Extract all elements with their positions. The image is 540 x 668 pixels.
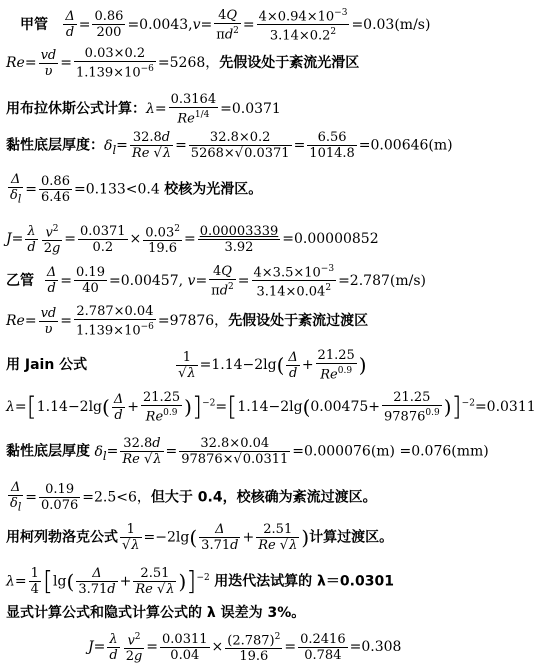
- colebrook-label: 用柯列勃洛克公式: [6, 529, 118, 546]
- blasius-label: 用布拉休斯公式计算：: [6, 101, 146, 118]
- yi-sublayer-label: 黏性底层厚度: [6, 443, 90, 460]
- jia-assumption: 先假设处于紊流光滑区: [219, 55, 360, 72]
- yi-assumption: 先假设处于紊流过渡区: [228, 313, 369, 330]
- lambda-explicit-line: λ=[1.14−2lg( $\frac{\Delta}{d}$ + $\frac{21.25}{Re^{0.9}}$ )]$^{-2}$=[1.14−2lg(0.00475+ $\frac{21.25}{97876^{0.9}}$ )]$^{-2}$=0.0311: [6, 390, 536, 425]
- yi-sublayer-line: 黏性底层厚度 $\delta_l=$ $\frac{32.8d}{Re √\lambda}$ = $\frac{32.8\times 0.04}{97876\times√0.0311}$ =0.000076(m) =0.076(mm): [6, 436, 489, 467]
- error-label: 显式计算公式和隐式计算公式的 λ 误差为 3%。: [6, 605, 306, 621]
- yi-j-line: J= $\frac{\lambda}{d}$ $\frac{v^2}{2g}$ = $\frac{0.0311}{0.04}$ × $\frac{(2.787)^2}{19.6}$ = $\frac{0.2416}{0.784}$ =0.308: [88, 631, 402, 665]
- jia-reynolds-line: Re= $\frac{vd}{\upsilon}$ = $\frac{0.03\times 0.2}{1.139\times 10^{-6}}$ =5268，先假设处于紊流光滑区: [6, 46, 360, 81]
- yi-check-label: 但大于 0.4，校核确为紊流过渡区。: [150, 489, 377, 506]
- colebrook-line: 用柯列勃洛克公式 $\frac{1}{√\lambda}$ =−2lg( $\frac{\Delta}{3.71d}$ + $\frac{2.51}{Re √\lambda}$ )计算过渡区。: [6, 522, 394, 553]
- blasius-line: 用布拉休斯公式计算：λ= $\frac{0.3164}{Re^{1/4}}$ =0.0371: [6, 92, 281, 127]
- colebrook-suffix: 计算过渡区。: [309, 529, 394, 546]
- jia-sublayer-label: 黏性底层厚度：: [6, 137, 104, 154]
- jain-line: 用 Jain 公式 $\frac{1}{√\lambda}$ =1.14−2lg( $\frac{\Delta}{d}$ + $\frac{21.25}{Re^{0.9}}$ ): [6, 348, 367, 383]
- iterative-label: 用迭代法试算的 λ＝0.0301: [214, 573, 394, 590]
- jia-pipe-label: 甲管: [20, 16, 48, 33]
- yi-reynolds-line: Re= $\frac{vd}{\upsilon}$ = $\frac{2.787\times 0.04}{1.139\times 10^{-6}}$ =97876，先假设处于紊流过渡区: [6, 304, 369, 339]
- jia-j-line: J= $\frac{\lambda}{d}$ $\frac{v^2}{2g}$ = $\frac{0.0371}{0.2}$ × $\frac{0.03^2}{19.6}$ = $\frac{0.00003339}{3.92}$ =0.00000852: [6, 223, 379, 257]
- jia-pipe-line: 甲管 $\frac{\Delta}{d}$ = $\frac{0.86}{200}$ =0.0043,v= $\frac{4Q}{\pi d^2}$ = $\frac{4\times 0.94\times 10^{-3}}{3.14\times 0.2^2}$ =0.03(m/s): [20, 7, 431, 44]
- jia-check-label: 校核为光滑区。: [164, 181, 263, 198]
- iterative-line: λ= $\frac{1}{4}$ [lg( $\frac{\Delta}{3.71d}$ + $\frac{2.51}{Re √\lambda}$ )]$^{-2}$ 用迭代法试算的 λ＝0.0301: [6, 566, 394, 597]
- error-line: [6, 606, 305, 620]
- jia-sublayer-line: 黏性底层厚度：$\delta_l=$ $\frac{32.8d}{Re √\lambda}$ = $\frac{32.8\times 0.2}{5268\times√0.0371}$ = $\frac{6.56}{1014.8}$ =0.00646(m): [6, 130, 453, 161]
- jia-check-line: $\frac{\Delta}{\delta_l}$ = $\frac{0.86}{6.46}$ =0.133<0.4 校核为光滑区。: [10, 172, 263, 206]
- jain-label: 用 Jain 公式: [6, 357, 88, 374]
- yi-check-line: $\frac{\Delta}{\delta_l}$ = $\frac{0.19}{0.076}$ =2.5<6，但大于 0.4，校核确为紊流过渡区。: [10, 480, 377, 514]
- yi-pipe-line: 乙管 $\frac{\Delta}{d}$ = $\frac{0.19}{40}$ =0.00457, v= $\frac{4Q}{\pi d^2}$ = $\frac{4\times 3.5\times 10^{-3}}{3.14\times 0.04^2}$ =2.787(m/s): [6, 263, 426, 300]
- yi-pipe-label: 乙管: [6, 272, 34, 289]
